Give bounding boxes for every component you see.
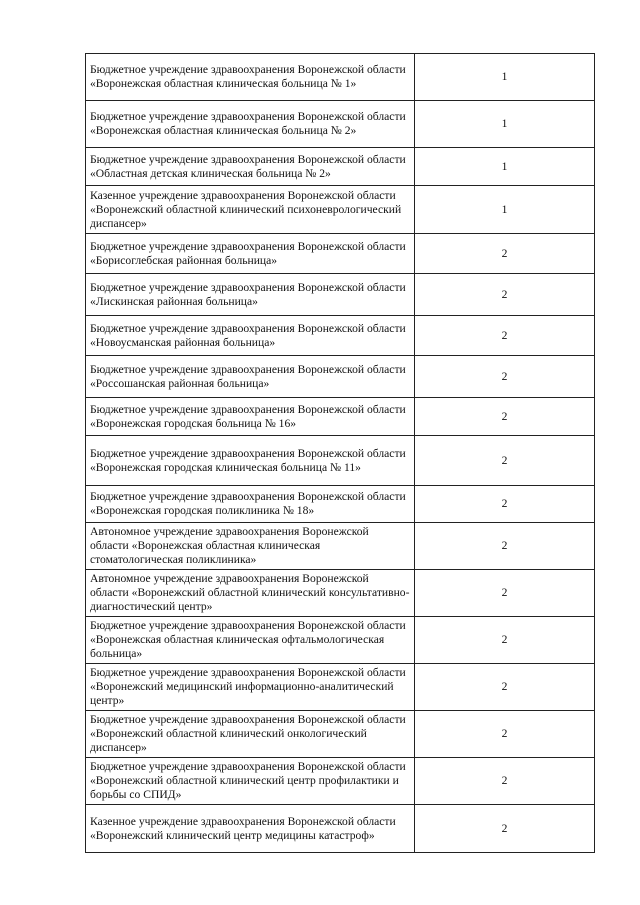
category-cell: 2 — [415, 234, 595, 274]
table-row — [86, 486, 595, 523]
category-cell: 2 — [415, 486, 595, 523]
table-row — [86, 101, 595, 148]
institutions-table-body — [86, 54, 595, 853]
category-cell: 2 — [415, 398, 595, 436]
category-cell: 2 — [415, 274, 595, 316]
table-row — [86, 758, 595, 805]
category-cell: 2 — [415, 758, 595, 805]
table-row — [86, 54, 595, 101]
category-cell: 1 — [415, 54, 595, 101]
category-cell: 1 — [415, 101, 595, 148]
institution-name-cell: Автономное учреждение здравоохранения Воронежской области «Воронежская областная клиническая стоматологическая поликлиника» — [86, 523, 415, 570]
table-row — [86, 148, 595, 186]
institution-name-cell: Бюджетное учреждение здравоохранения Воронежской области «Воронежская городская клиническая больница № 11» — [86, 436, 415, 486]
institution-name-cell: Бюджетное учреждение здравоохранения Воронежской области «Воронежская городская поликлиника № 18» — [86, 486, 415, 523]
institution-name-cell: Бюджетное учреждение здравоохранения Воронежской области «Воронежская областная клиническая офтальмологическая больница» — [86, 617, 415, 664]
category-cell: 2 — [415, 570, 595, 617]
table-row — [86, 436, 595, 486]
category-cell: 1 — [415, 186, 595, 234]
table-row — [86, 711, 595, 758]
table-row — [86, 274, 595, 316]
institution-name-cell: Бюджетное учреждение здравоохранения Воронежской области «Воронежский медицинский информационно-аналитический центр» — [86, 664, 415, 711]
institution-name-cell: Казенное учреждение здравоохранения Воронежской области «Воронежский областной клинический психоневрологический диспансер» — [86, 186, 415, 234]
institution-name-cell: Казенное учреждение здравоохранения Воронежской области «Воронежский клинический центр медицины катастроф» — [86, 805, 415, 853]
institutions-table — [85, 53, 595, 853]
category-cell: 1 — [415, 148, 595, 186]
table-row — [86, 186, 595, 234]
category-cell: 2 — [415, 664, 595, 711]
category-cell: 2 — [415, 523, 595, 570]
category-cell: 2 — [415, 356, 595, 398]
table-row — [86, 805, 595, 853]
table-row — [86, 570, 595, 617]
institution-name-cell: Бюджетное учреждение здравоохранения Воронежской области «Воронежский областной клинический центр профилактики и борьбы со СПИД» — [86, 758, 415, 805]
institution-name-cell: Бюджетное учреждение здравоохранения Воронежской области «Борисоглебская районная больница» — [86, 234, 415, 274]
table-row — [86, 234, 595, 274]
institution-name-cell: Бюджетное учреждение здравоохранения Воронежской области «Лискинская районная больница» — [86, 274, 415, 316]
institution-name-cell: Бюджетное учреждение здравоохранения Воронежской области «Новоусманская районная больница» — [86, 316, 415, 356]
table-row — [86, 398, 595, 436]
institution-name-cell: Автономное учреждение здравоохранения Воронежской области «Воронежский областной клинический консультативно-диагностический центр» — [86, 570, 415, 617]
institution-name-cell: Бюджетное учреждение здравоохранения Воронежской области «Воронежская областная клиническая больница № 1» — [86, 54, 415, 101]
category-cell: 2 — [415, 617, 595, 664]
table-row — [86, 617, 595, 664]
institution-name-cell: Бюджетное учреждение здравоохранения Воронежской области «Воронежская городская больница № 16» — [86, 398, 415, 436]
institution-name-cell: Бюджетное учреждение здравоохранения Воронежской области «Россошанская районная больница» — [86, 356, 415, 398]
category-cell: 2 — [415, 436, 595, 486]
category-cell: 2 — [415, 316, 595, 356]
institution-name-cell: Бюджетное учреждение здравоохранения Воронежской области «Воронежский областной клинический онкологический диспансер» — [86, 711, 415, 758]
table-row — [86, 316, 595, 356]
institution-name-cell: Бюджетное учреждение здравоохранения Воронежской области «Областная детская клиническая больница № 2» — [86, 148, 415, 186]
category-cell: 2 — [415, 805, 595, 853]
table-row — [86, 356, 595, 398]
table-row — [86, 523, 595, 570]
category-cell: 2 — [415, 711, 595, 758]
institution-name-cell: Бюджетное учреждение здравоохранения Воронежской области «Воронежская областная клиническая больница № 2» — [86, 101, 415, 148]
table-row — [86, 664, 595, 711]
